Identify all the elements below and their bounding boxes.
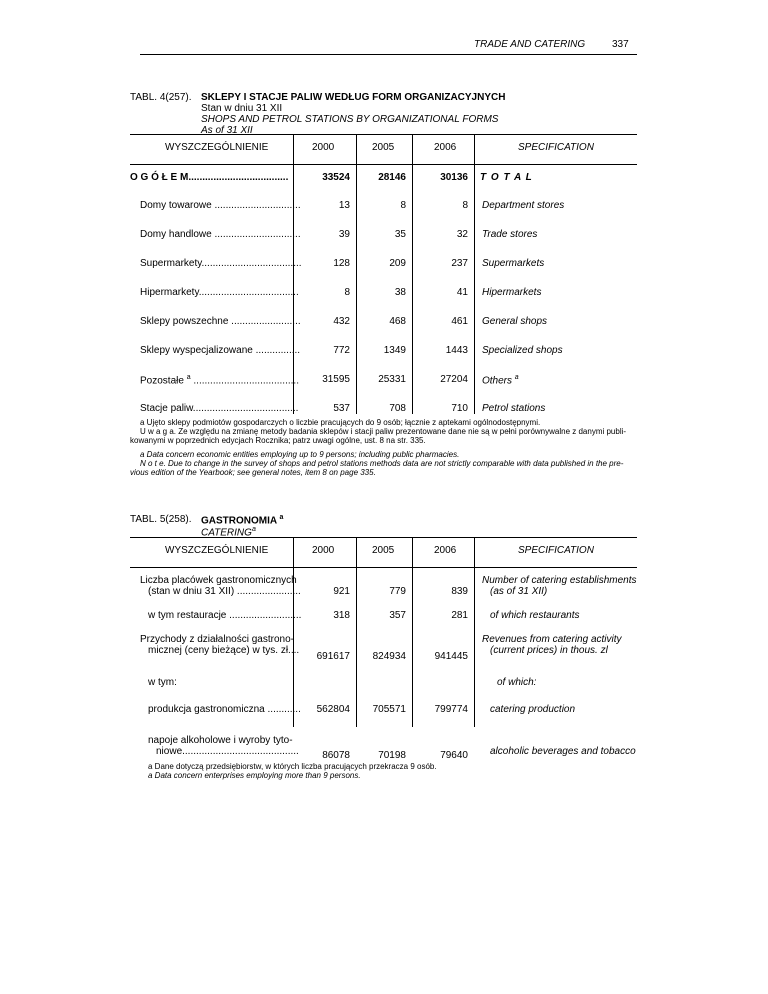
table1-row-label-en: Supermarkets xyxy=(482,258,545,269)
table1-row-label-pl: Domy towarowe ............................... xyxy=(140,200,301,211)
table1-row-label-pl xyxy=(140,374,299,386)
table2-header-2006: 2006 xyxy=(434,545,457,556)
table1-row-leader: ...................................... xyxy=(193,375,299,387)
table1-cell: 468 xyxy=(389,316,406,327)
header-rule xyxy=(140,54,637,55)
table1-cell: 31595 xyxy=(322,374,350,385)
table2-cell: 70198 xyxy=(378,750,406,761)
table1-cell: 1443 xyxy=(445,345,468,356)
table1-cell: 38 xyxy=(394,287,406,298)
table2-cell: 839 xyxy=(451,586,468,597)
table1-row-label-text: Others xyxy=(482,375,513,387)
table2-top-rule xyxy=(130,537,637,538)
table1-date-en: As of 31 XII xyxy=(201,125,253,136)
table1-footnote: a Data concern economic entities employing up to 9 persons; including public pharmacies. xyxy=(140,450,460,459)
table1-header-spec-pl: WYSZCZEGÓLNIENIE xyxy=(165,142,269,153)
table2-row-label-pl: Liczba placówek gastronomicznych xyxy=(140,575,297,586)
table1-cell: 13 xyxy=(338,200,350,211)
table1-cell: 27204 xyxy=(440,374,468,385)
table1-header-rule xyxy=(130,164,637,165)
table1-cell: 772 xyxy=(333,345,350,356)
table2-col-line xyxy=(293,537,294,727)
table1-cell: 33524 xyxy=(322,172,350,183)
table1-col-line xyxy=(293,134,294,414)
table1-date-pl: Stan w dniu 31 XII xyxy=(201,103,283,114)
table1-row-label-text: Pozostałe xyxy=(140,375,184,387)
table1-cell: 32 xyxy=(456,229,468,240)
table1-number: TABL. 4(257). xyxy=(130,92,192,103)
table1-cell: 8 xyxy=(462,200,468,211)
table1-cell: 25331 xyxy=(378,374,406,385)
table1-title-en: SHOPS AND PETROL STATIONS BY ORGANIZATIONAL FORMS xyxy=(201,114,499,125)
table1-cell: 8 xyxy=(400,200,406,211)
table1-col-line xyxy=(412,134,413,414)
table2-cell: 79640 xyxy=(440,750,468,761)
footnote-marker: a xyxy=(514,374,519,381)
table2-row-label-en: alcoholic beverages and tobacco xyxy=(490,746,636,757)
table2-row-label-pl: produkcja gastronomiczna ............ xyxy=(148,704,301,715)
table1-cell: 41 xyxy=(456,287,468,298)
table2-row-label-pl: napoje alkoholowe i wyroby tyto- xyxy=(148,735,293,746)
table1-footnote: vious edition of the Yearbook; see general notes, item 8 on page 335. xyxy=(130,468,376,477)
table1-cell: 1349 xyxy=(383,345,406,356)
table1-cell: 461 xyxy=(451,316,468,327)
table1-top-rule xyxy=(130,134,637,135)
table1-cell: 209 xyxy=(389,258,406,269)
table1-cell: 8 xyxy=(344,287,350,298)
table2-cell: 824934 xyxy=(372,651,406,662)
table1-cell: 537 xyxy=(333,403,350,414)
table1-footnote: N o t e. Due to change in the survey of shops and petrol stations methods data are not strictly comparable with data published in the pre- xyxy=(140,459,624,468)
table2-cell: 921 xyxy=(333,586,350,597)
table2-cell: 779 xyxy=(389,586,406,597)
table2-title-pl xyxy=(201,514,283,526)
page-number: 337 xyxy=(612,39,629,50)
table1-header-2006: 2006 xyxy=(434,142,457,153)
table2-row-label-en: Number of catering establishments xyxy=(482,575,637,586)
table1-cell: 39 xyxy=(338,229,350,240)
table1-header-2000: 2000 xyxy=(312,142,335,153)
table2-cell: 562804 xyxy=(316,704,350,715)
table1-cell: 128 xyxy=(333,258,350,269)
table2-col-line xyxy=(474,537,475,727)
table1-row-label-en: T O T A L xyxy=(480,172,533,183)
table1-cell: 710 xyxy=(451,403,468,414)
table2-footnote: a Dane dotyczą przedsiębiorstw, w których liczba pracujących przekracza 9 osób. xyxy=(148,762,437,771)
table1-header-spec-en: SPECIFICATION xyxy=(518,142,594,153)
table1-row-label-en xyxy=(482,374,519,386)
table1-title-pl: SKLEPY I STACJE PALIW WEDŁUG FORM ORGANIZACYJNYCH xyxy=(201,92,506,103)
table2-title-text: GASTRONOMIA xyxy=(201,515,277,527)
table1-footnote: kowanymi w poprzednich edycjach Rocznika; patrz uwagi ogólne, ust. 8 na str. 335. xyxy=(130,436,426,445)
table2-header-2005: 2005 xyxy=(372,545,395,556)
table2-col-line xyxy=(412,537,413,727)
table2-header-spec-en: SPECIFICATION xyxy=(518,545,594,556)
table2-cell: 705571 xyxy=(372,704,406,715)
table2-row-label-pl: w tym: xyxy=(148,677,177,688)
table1-col-line xyxy=(474,134,475,414)
table2-row-label-en: (as of 31 XII) xyxy=(490,586,548,597)
table1-row-label-en: Department stores xyxy=(482,200,565,211)
table2-header-spec-pl: WYSZCZEGÓLNIENIE xyxy=(165,545,269,556)
table1-row-label-en: Specialized shops xyxy=(482,345,563,356)
table1-row-label-pl: Stacje paliw...................................... xyxy=(140,403,299,414)
table1-row-label-pl: Hipermarkety.................................... xyxy=(140,287,299,298)
table2-col-line xyxy=(356,537,357,727)
table1-cell: 35 xyxy=(394,229,406,240)
table1-row-label-pl: Sklepy powszechne ......................... xyxy=(140,316,301,327)
table1-cell: 708 xyxy=(389,403,406,414)
table2-row-label-en: catering production xyxy=(490,704,576,715)
table2-row-label-pl: niowe.......................................... xyxy=(156,746,299,757)
table1-footnote: U w a g a. Ze względu na zmianę metody badania sklepów i stacji paliw prezentowane dane nie są w pełni porównywalne z danymi publi- xyxy=(140,427,627,436)
table1-row-label-en: Hipermarkets xyxy=(482,287,542,298)
table1-header-2005: 2005 xyxy=(372,142,395,153)
table1-row-label-pl: Supermarkety.................................... xyxy=(140,258,302,269)
table2-cell: 281 xyxy=(451,610,468,621)
table2-title-text: CATERING xyxy=(201,527,252,539)
table2-number: TABL. 5(258). xyxy=(130,514,192,525)
running-title: TRADE AND CATERING xyxy=(474,39,586,50)
table2-row-label-pl: (stan w dniu 31 XII) ....................... xyxy=(148,586,301,597)
table2-cell: 799774 xyxy=(434,704,468,715)
table1-cell: 30136 xyxy=(440,172,468,183)
table2-row-label-en: Revenues from catering activity xyxy=(482,634,622,645)
table2-cell: 691617 xyxy=(316,651,350,662)
table1-col-line xyxy=(356,134,357,414)
table2-cell: 941445 xyxy=(434,651,468,662)
table1-cell: 432 xyxy=(333,316,350,327)
table2-row-label-pl: Przychody z działalności gastrono- xyxy=(140,634,294,645)
table2-footnote: a Data concern enterprises employing more than 9 persons. xyxy=(148,771,361,780)
table2-cell: 318 xyxy=(333,610,350,621)
table1-cell: 237 xyxy=(451,258,468,269)
table1-footnote: a Ujęto sklepy podmiotów gospodarczych o liczbie pracujących do 9 osób; łącznie z aptekami ogólnodostępnymi. xyxy=(140,418,541,427)
footnote-marker: a xyxy=(251,526,256,533)
table2-cell: 357 xyxy=(389,610,406,621)
table1-row-label-en: Trade stores xyxy=(482,229,538,240)
table2-cell: 86078 xyxy=(322,750,350,761)
table1-row-label-pl: Sklepy wyspecjalizowane ................ xyxy=(140,345,301,356)
table2-row-label-pl: w tym restauracje .......................... xyxy=(148,610,302,621)
table1-row-label-en: Petrol stations xyxy=(482,403,546,414)
table2-header-rule xyxy=(130,567,637,568)
table2-row-label-en: of which: xyxy=(497,677,537,688)
footnote-marker: a xyxy=(186,374,191,381)
table1-cell: 28146 xyxy=(378,172,406,183)
footnote-marker: a xyxy=(279,514,284,521)
table1-row-label-pl: O G Ó Ł E M.................................... xyxy=(130,172,289,183)
table2-row-label-pl: micznej (ceny bieżące) w tys. zł.... xyxy=(148,645,300,656)
table2-row-label-en: of which restaurants xyxy=(490,610,580,621)
table2-row-label-en: (current prices) in thous. zl xyxy=(490,645,608,656)
table2-header-2000: 2000 xyxy=(312,545,335,556)
table1-row-label-en: General shops xyxy=(482,316,548,327)
table1-row-label-pl: Domy handlowe ............................... xyxy=(140,229,301,240)
